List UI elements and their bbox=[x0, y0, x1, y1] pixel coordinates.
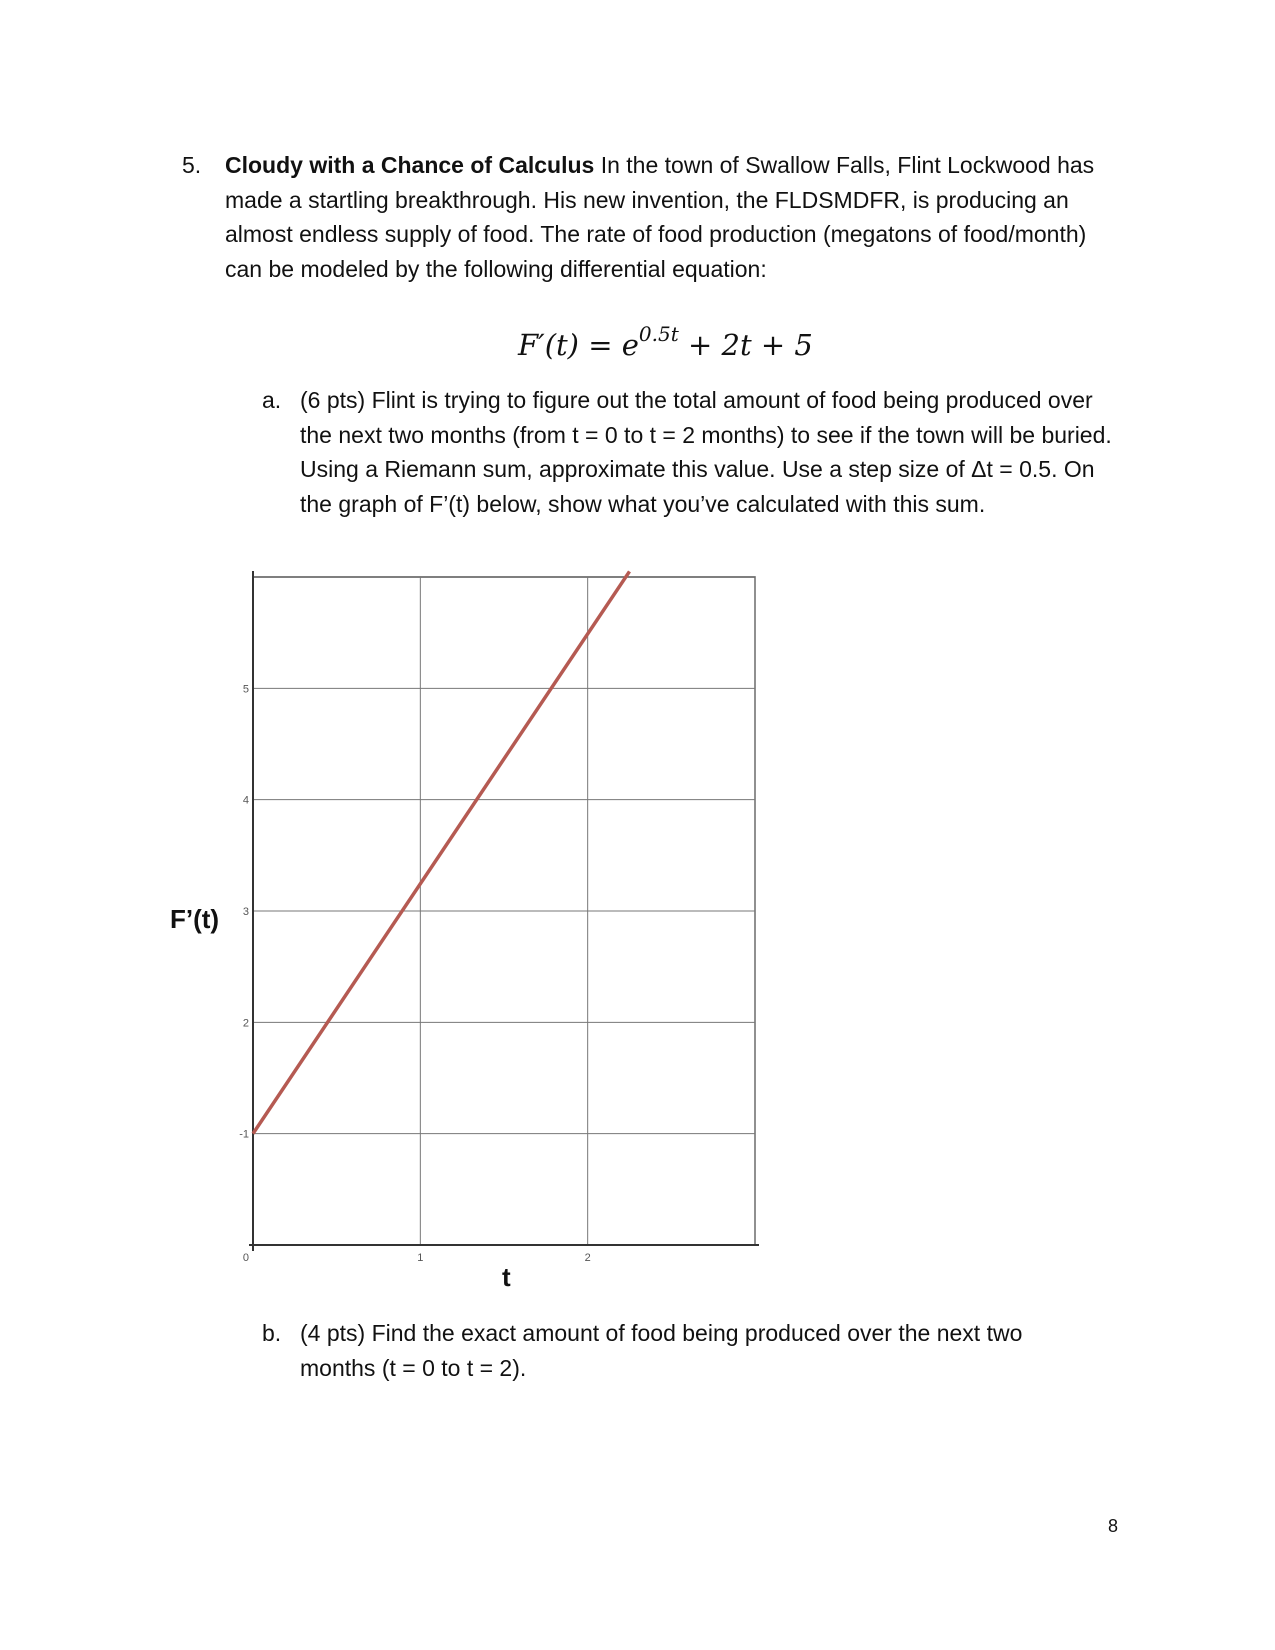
part-b-label: b. bbox=[262, 1320, 282, 1346]
y-tick-label: 5 bbox=[242, 683, 249, 696]
equation-lhs: F′(t) bbox=[518, 328, 579, 362]
equation-rest: + 2t + 5 bbox=[678, 328, 813, 362]
y-tick-label: 2 bbox=[242, 1017, 249, 1030]
part-a-text: (6 pts) Flint is trying to figure out the total amount of food being produced over the next two months (from t = 0 to t = 2 months) to see if the town will be buried. Using a Riemann sum, approximate this value. Use a step size of Δt = 0.5. On the graph of F’(t) below, show what you’ve calculated with this sum. bbox=[300, 387, 1112, 517]
equation-exponent: 0.5t bbox=[638, 322, 679, 346]
question-title: Cloudy with a Chance of Calculus bbox=[225, 152, 595, 178]
part-a-label: a. bbox=[262, 387, 282, 413]
equation-base: e bbox=[621, 328, 639, 362]
page-number: 8 bbox=[1108, 1516, 1119, 1536]
x-tick-label: 0 bbox=[242, 1252, 249, 1264]
part-b-text: (4 pts) Find the exact amount of food being produced over the next two months (t = 0 to t = 2). bbox=[300, 1320, 1023, 1381]
y-tick-label: 4 bbox=[242, 794, 249, 807]
y-tick-label: 3 bbox=[242, 906, 249, 918]
question-number: 5. bbox=[182, 152, 202, 178]
x-tick-label: 2 bbox=[584, 1252, 591, 1264]
x-axis-label: t bbox=[502, 1262, 511, 1292]
x-tick-label: 1 bbox=[417, 1252, 424, 1264]
y-tick-label: -1 bbox=[239, 1128, 249, 1141]
question-body: In the town of Swallow Falls, Flint Lockwood has made a startling breakthrough. His new invention, the FLDSMDFR, is producing an almost endless supply of food. The rate of food production (megatons of food/month) can be modeled by the following differential equation: bbox=[225, 152, 1095, 282]
y-axis-label: F’(t) bbox=[170, 904, 220, 934]
equation-equals: = bbox=[579, 328, 622, 362]
series-line bbox=[253, 571, 630, 1133]
